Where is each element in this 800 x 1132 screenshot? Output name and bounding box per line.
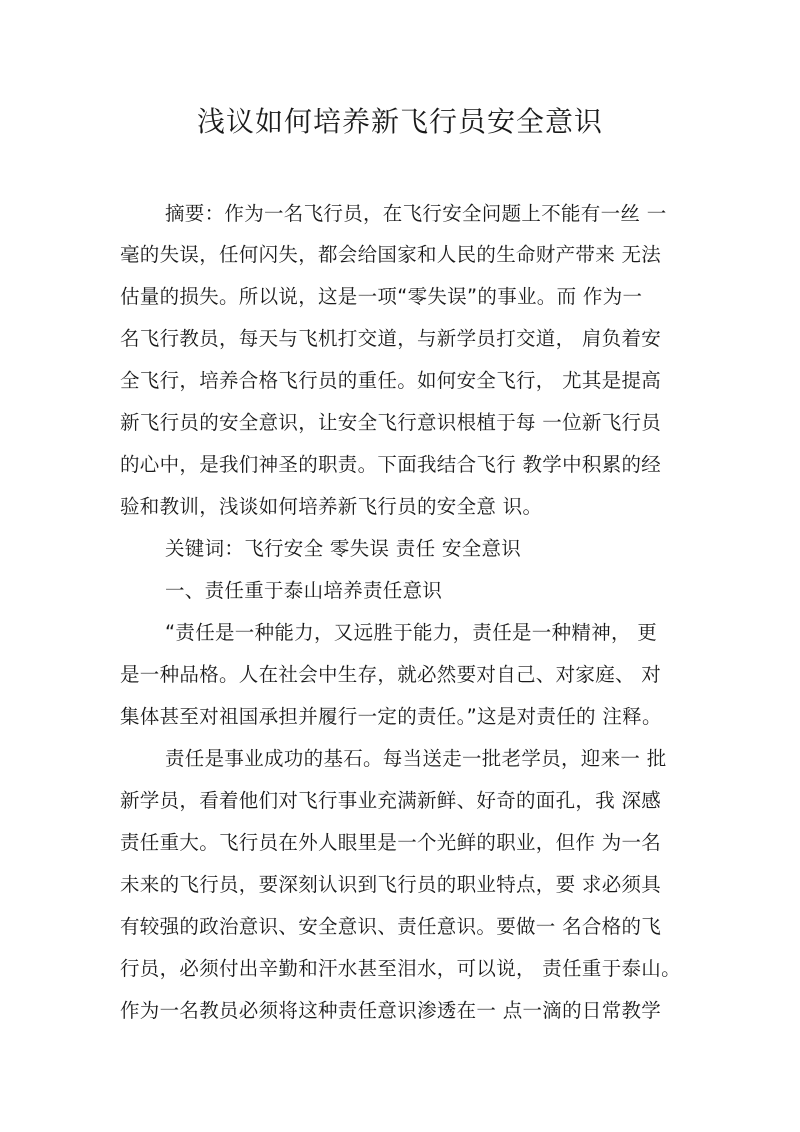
abstract-line-1: 摘要：作为一名飞行员，在飞行安全问题上不能有一丝 一 (165, 202, 667, 225)
body-line-3: 责任重大。飞行员在外人眼里是一个光鲜的职业，但作 为一名 (120, 831, 662, 854)
abstract-line-3: 估量的损失。所以说，这是一项“零失误”的事业。而 作为一 (120, 285, 643, 308)
abstract-line-4: 名飞行教员，每天与飞机打交道，与新学员打交道， 肩负着安 (120, 327, 662, 350)
keywords-line: 关键词：飞行安全 零失误 责任 安全意识 (165, 537, 522, 560)
quote-line-3: 集体甚至对祖国承担并履行一定的责任。”这是对责任的 注释。 (120, 705, 662, 728)
quote-line-1: “责任是一种能力，又远胜于能力，责任是一种精神， 更 (165, 621, 658, 644)
document-title: 浅议如何培养新飞行员安全意识 (196, 105, 603, 138)
body-line-6: 行员，必须付出辛勤和汗水甚至泪水，可以说， 责任重于泰山。 (120, 957, 681, 980)
body-line-7: 作为一名教员必须将这种责任意识渗透在一 点一滴的日常教学 (120, 999, 662, 1022)
abstract-line-6: 新飞行员的安全意识，让安全飞行意识根植于每 一位新飞行员 (120, 411, 662, 434)
body-line-5: 有较强的政治意识、安全意识、责任意识。要做一 名合格的飞 (120, 915, 662, 938)
abstract-line-2: 毫的失误，任何闪失，都会给国家和人民的生命财产带来 无法 (120, 243, 662, 266)
abstract-line-8: 验和教训，浅谈如何培养新飞行员的安全意 识。 (120, 495, 543, 518)
body-line-1: 责任是事业成功的基石。每当送走一批老学员，迎来一 批 (165, 747, 667, 770)
body-line-4: 未来的飞行员，要深刻认识到飞行员的职业特点，要 求必须具 (120, 873, 662, 896)
body-line-2: 新学员，看着他们对飞行事业充满新鲜、好奇的面孔，我 深感 (120, 789, 662, 812)
quote-line-2: 是一种品格。人在社会中生存，就必然要对自己、对家庭、 对 (120, 663, 662, 686)
abstract-line-5: 全飞行，培养合格飞行员的重任。如何安全飞行， 尤其是提高 (120, 369, 662, 392)
abstract-line-7: 的心中，是我们神圣的职责。下面我结合飞行 教学中积累的经 (120, 453, 662, 476)
section-heading-1: 一、责任重于泰山培养责任意识 (165, 579, 443, 602)
